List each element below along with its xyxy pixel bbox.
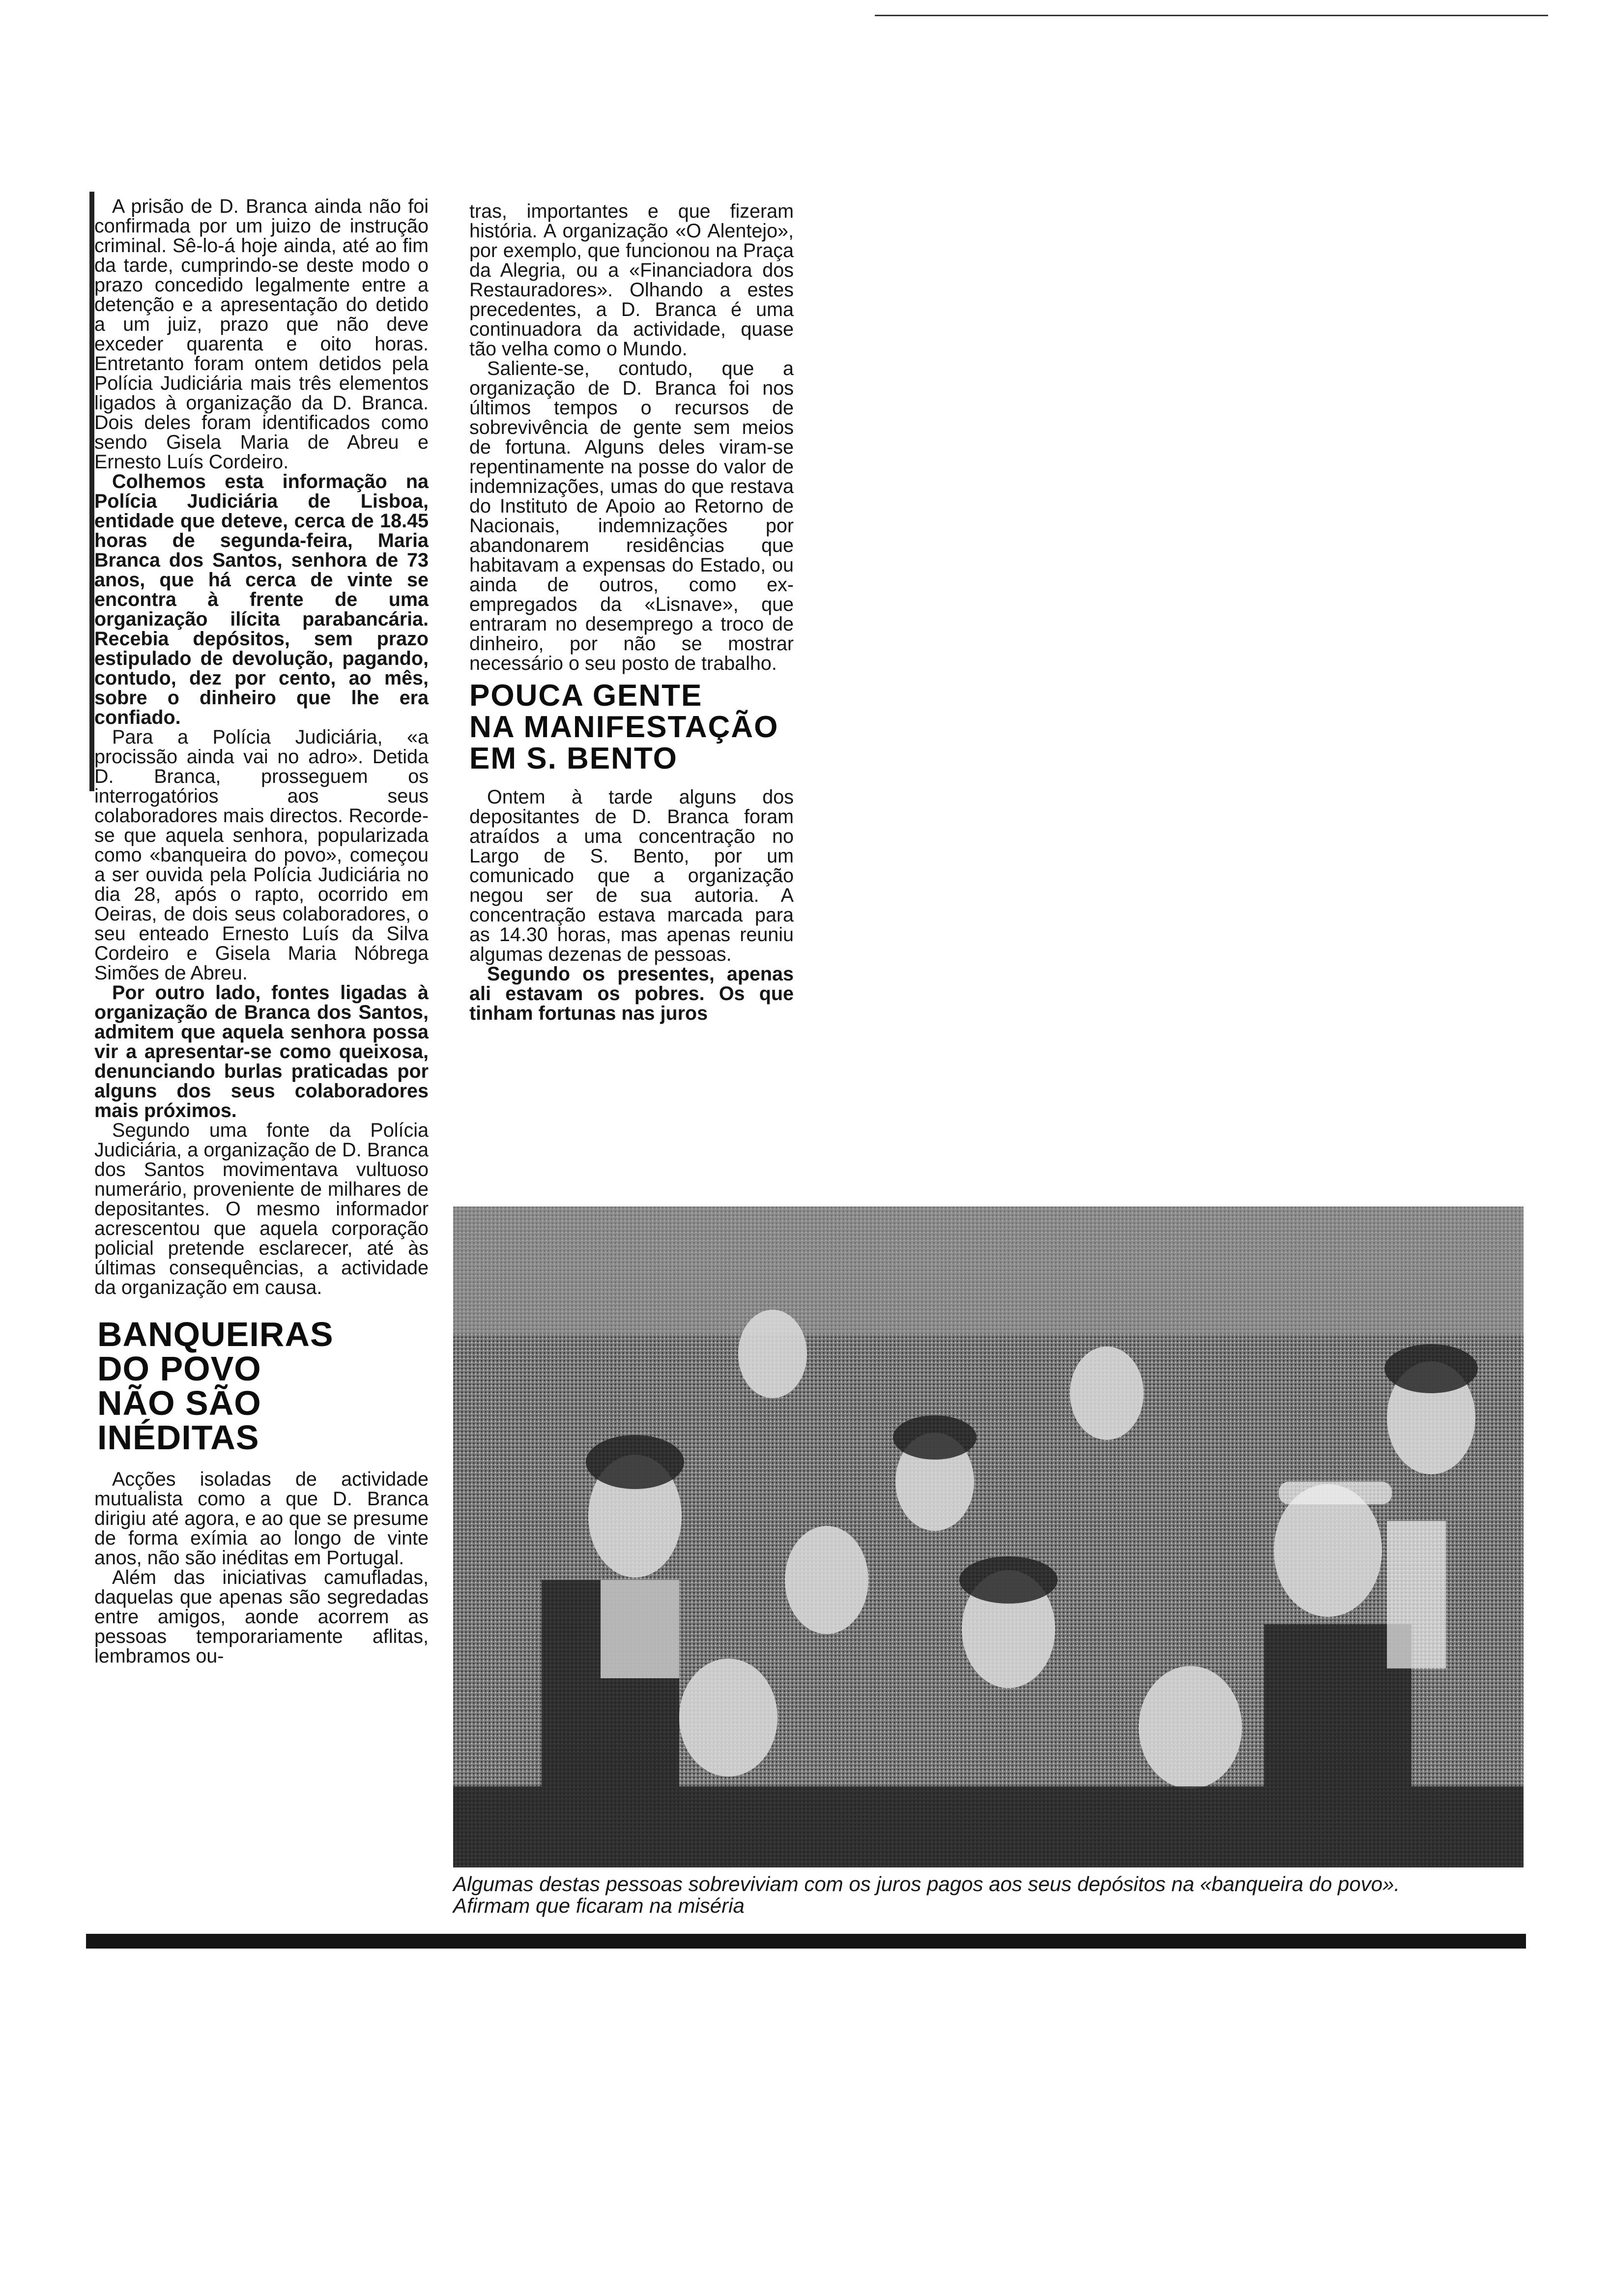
bottom-rule — [86, 1934, 1526, 1949]
left-column — [94, 197, 429, 1666]
paragraph: Segundo uma fonte da Polícia Judiciária, a organização de D. Branca dos Santos movimentava vultuoso numerário, proveniente de milhares de depositantes. O mesmo informador acrescentou que aquela corporação policial pretende esclarecer, até às últimas consequências, a actividade da organização em causa. — [94, 1119, 429, 1298]
paragraph: Segundo os presentes, apenas ali estavam os pobres. Os que tinham fortunas nas juros — [469, 963, 794, 1024]
paragraph: Por outro lado, fontes ligadas à organização de Branca dos Santos, admitem que aquela senhora possa vir a apresentar-se como queixosa, denunciando burlas praticadas por alguns dos seus colaboradores mais próximos. — [94, 982, 429, 1121]
photo-graphic — [453, 1206, 1524, 1867]
caption-line: Algumas destas pessoas sobreviviam com os juros pagos aos seus depósitos na «banqueira do povo». — [453, 1872, 1400, 1895]
headline-pouca-gente — [469, 680, 794, 775]
paragraph: Para a Polícia Judiciária, «a procissão ainda vai no adro». Detida D. Branca, prosseguem os interrogatórios aos seus colaboradores mais directos. Recorde-se que aquela senhora, popularizada como «banqueira do povo», começou a ser ouvida pela Polícia Judiciária no dia 28, após o rapto, ocorrido em Oeiras, de dois seus colaboradores, o seu enteado Ernesto Luís da Silva Cordeiro e Gisela Maria Nóbrega Simões de Abreu. — [94, 726, 429, 984]
photo-caption — [453, 1873, 1534, 1917]
headline-line: INÉDITAS — [97, 1418, 259, 1457]
headline-line: BANQUEIRAS — [97, 1315, 334, 1353]
paragraph: Saliente-se, contudo, que a organização de D. Branca foi nos últimos tempos o recursos de sobrevivência de gente sem meios de fortuna. Alguns deles viram-se repentinamente na posse do valor de indemnizações, umas do que restava do Instituto de Apoio ao Retorno de Nacionais, indemnizações por abandonarem residências que habitavam a expensas do Estado, ou ainda de outros, como ex-empregados da «Lisnave», que entraram no desemprego a troco de dinheiro, por não se mostrar necessário o seu posto de trabalho. — [469, 358, 794, 674]
headline-line: DO POVO — [97, 1349, 261, 1388]
headline-line: NA MANIFESTAÇÃO — [469, 710, 779, 744]
right-column — [469, 201, 794, 1023]
headline-line: EM S. BENTO — [469, 742, 678, 775]
headline-line: NÃO SÃO — [97, 1384, 261, 1422]
paragraph: tras, importantes e que fizeram história. A organização «O Alentejo», por exemplo, que funcionou na Praça da Alegria, ou a «Financiadora dos Restauradores». Olhando a estes precedentes, a D. Branca é uma continuadora da actividade, quase tão velha como o Mundo. — [469, 201, 794, 360]
paragraph: Além das iniciativas camufladas, daquelas que apenas são segredadas entre amigos, aonde acorrem as pessoas temporariamente aflitas, lembramos ou- — [94, 1567, 429, 1667]
column-rule — [89, 192, 94, 791]
paragraph: A prisão de D. Branca ainda não foi confirmada por um juizo de instrução criminal. Sê-lo-á hoje ainda, até ao fim da tarde, cumprindo-se deste modo o prazo concedido legalmente entre a detenção e a apresentação do detido a um juiz, prazo que não deve exceder quarenta e oito horas. Entretanto foram ontem detidos pela Polícia Judiciária mais três elementos ligados à organização da D. Branca. Dois deles foram identificados como sendo Gisela Maria de Abreu e Ernesto Luís Cordeiro. — [94, 196, 429, 473]
caption-line: Afirmam que ficaram na miséria — [453, 1894, 745, 1917]
crowd-photo — [453, 1206, 1524, 1867]
scan-edge-line — [875, 15, 1548, 16]
paragraph: Colhemos esta informação na Polícia Judiciária de Lisboa, entidade que deteve, cerca de 18.45 horas de segunda-feira, Maria Branca dos Santos, senhora de 73 anos, que há cerca de vinte se encontra à frente de uma organização ilícita parabancária. Recebia depósitos, sem prazo estipulado de devolução, pagando, contudo, dez por cento, ao mês, sobre o dinheiro que lhe era confiado. — [94, 471, 429, 728]
headline-banqueiras — [97, 1317, 429, 1455]
headline-line: POUCA GENTE — [469, 679, 703, 713]
paragraph: Ontem à tarde alguns dos depositantes de D. Branca foram atraídos a uma concentração no Largo de S. Bento, por um comunicado que a organização negou ser de sua autoria. A concentração estava marcada para as 14.30 horas, mas apenas reuniu algumas dezenas de pessoas. — [469, 786, 794, 965]
paragraph: Acções isoladas de actividade mutualista como a que D. Branca dirigiu até agora, e ao que se presume de forma exímia ao longo de vinte anos, não são inéditas em Portugal. — [94, 1468, 429, 1569]
